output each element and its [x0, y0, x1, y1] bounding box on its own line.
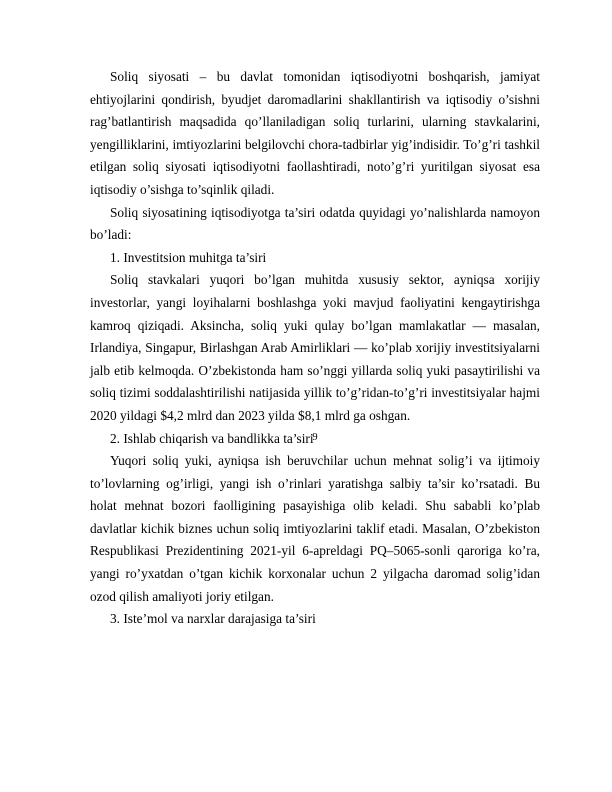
heading-production: 2. Ishlab chiqarish va bandlikka ta’siri [110, 430, 314, 446]
heading-investment: 1. Investitsion muhitga ta’siri [110, 249, 267, 265]
paragraph-production: Yuqori soliq yuki, ayniqsa ish beruvchilar uchun mehnat solig’i va ijtimoiy to’lovlarning og’irligi, yangi ish o’rinlari yaratishga salbiy ta’sir ko’rsatadi. Bu holat mehnat bozori faolligining pasayishiga olib keladi. Shu sababli ko’plab davlatlar kichik biznes uchun soliq imtiyozlarini taklif etadi. Masalan, O’zbekiston Respublikasi Prezidentining 2021-yil 6-apreldagi PQ–5065-sonli qaroriga ko’ra, yangi ro’yxatdan o’tgan kichik korxonalar uchun 2 yilgacha daromad solig’idan ozod qilish amaliyoti joriy etilgan. [90, 453, 540, 604]
page-number: 9 [312, 432, 318, 443]
paragraph-investment: Soliq stavkalari yuqori bo’lgan muhitda xususiy sektor, ayniqsa xorijiy investorlar, yangi loyihalarni boshlashga yoki mavjud faoliyatini kengaytirishga kamroq qiziqadi. Aksincha, soliq yuki qulay bo’lgan mamlakatlar — masalan, Irlandiya, Singapur, Birlashgan Arab Amirliklari — ko’plab xorijiy investitsiyalarni jalb etib kelmoqda. O’zbekistonda ham so’nggi yillarda soliq yuki pasaytirilishi va soliq tizimi soddalashtirilishi natijasida yillik to’g’ridan-to’g’ri investitsiyalar hajmi 2020 yildagi $4,2 mlrd dan 2023 yilda $8,1 mlrd ga oshgan. [90, 272, 540, 423]
paragraph-intro: Soliq siyosatining iqtisodiyotga ta’siri odatda quyidagi yo’nalishlarda namoyon bo’ladi: [90, 204, 540, 243]
paragraph-definition: Soliq siyosati – bu davlat tomonidan iqtisodiyotni boshqarish, jamiyat ehtiyojlarini qondirish, byudjet daromadlarini shakllantirish va iqtisodiy o’sishni rag’batlantirish maqsadida qo’llaniladigan soliq turlarini, ularning stavkalarini, yengilliklarini, imtiyozlarini belgilovchi chora-tadbirlar yig’indisidir. To’g’ri tashkil etilgan soliq siyosati iqtisodiyotni faollashtiradi, noto’g’ri yuritilgan siyosat esa iqtisodiy o’sishga to’sqinlik qiladi. [90, 69, 540, 197]
document-body [90, 66, 540, 631]
heading-consumption: 3. Iste’mol va narxlar darajasiga ta’siri [110, 611, 316, 627]
